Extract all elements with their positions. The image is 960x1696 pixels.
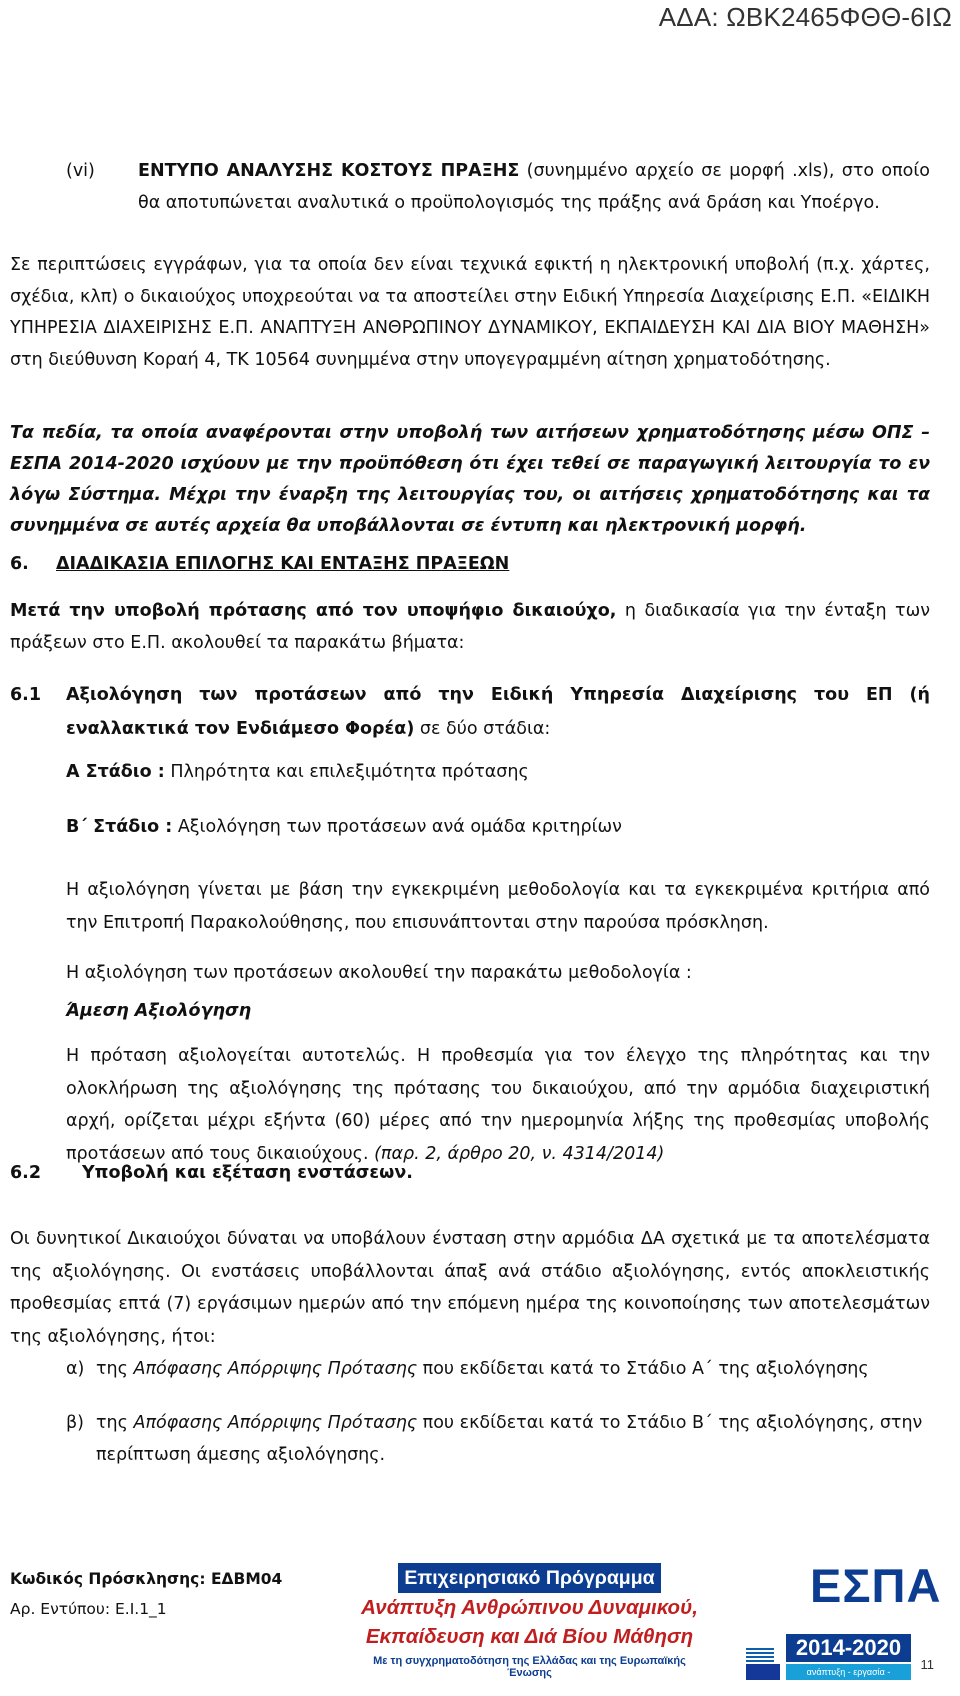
list-item-italic: Απόφασης Απόρριψης Πρότασης	[133, 1413, 418, 1433]
op-logo-line-2: Ανάπτυξη Ανθρώπινου Δυναμικού,	[361, 1596, 698, 1619]
section-6-2-number: 6.2	[10, 1163, 42, 1183]
direct-evaluation-reference: (παρ. 2, άρθρο 20, ν. 4314/2014)	[368, 1143, 665, 1164]
direct-evaluation-body: Η πρόταση αξιολογείται αυτοτελώς. Η προθεσμία για τον έλεγχο της πληρότητας και την ολοκλήρωση της αξιολόγησης της πρότασης του δικαιούχου, από την αρμόδια διαχειριστική αρχή, ορίζεται μέχρι εξήντα (60) μέρες από την ημερομηνία λήξης της προθεσμίας υποβολής προτάσεων από τους δικαιούχους.	[66, 1046, 930, 1164]
list-item-pre: της	[96, 1413, 134, 1433]
stage-b-text: Αξιολόγηση των προτάσεων ανά ομάδα κριτηρίων	[172, 817, 622, 837]
greek-flag-icon	[746, 1648, 774, 1662]
espa-slogan: ανάπτυξη - εργασία - αλληλεγγύη	[786, 1664, 911, 1680]
list-item-marker: α)	[66, 1359, 85, 1379]
section-6-2-heading	[10, 1163, 413, 1183]
section-6-title: ΔΙΑΔΙΚΑΣΙΑ ΕΠΙΛΟΓΗΣ ΚΑΙ ΕΝΤΑΞΗΣ ΠΡΑΞΕΩΝ	[56, 554, 510, 574]
section-6-number: 6.	[10, 554, 29, 574]
page-number: 11	[920, 1657, 934, 1672]
section-6-intro	[10, 596, 930, 659]
op-logo-line-3: Εκπαίδευση και Διά Βίου Μάθηση	[365, 1625, 694, 1648]
op-logo-line-1: Επιχειρησιακό Πρόγραμμα	[398, 1563, 660, 1593]
evaluation-paragraph: Η αξιολόγηση γίνεται με βάση την εγκεκριμένη μεθοδολογία και τα εγκεκριμένα κριτήρια από την Επιτροπή Παρακολούθησης, που επισυνάπτονται στην παρούσα πρόσκληση.	[66, 880, 930, 933]
item-vi	[66, 156, 930, 219]
section-6-1-number: 6.1	[10, 685, 42, 705]
list-item-text	[96, 1407, 930, 1471]
section-6-intro-bold: Μετά την υποβολή πρότασης από τον υποψήφιο δικαιούχο,	[10, 601, 617, 621]
stage-b-label: Β΄ Στάδιο :	[66, 817, 173, 837]
stage-a	[66, 762, 529, 782]
direct-evaluation-text	[66, 1040, 930, 1170]
list-item-post: που εκδίδεται κατά το Στάδιο Β΄ της αξιολόγησης, στην περίπτωση άμεσης αξιολόγησης.	[96, 1413, 923, 1465]
item-vi-label: (vi)	[66, 161, 95, 181]
espa-wordmark: ΕΣΠΑ	[810, 1559, 942, 1612]
item-vi-description: (συνημμένο αρχείο σε μορφή .xls), στο οποίο θα αποτυπώνεται αναλυτικά ο προϋπολογισμός της πράξης ανά δράση και Υποέργο.	[138, 161, 930, 213]
section-6-1-title	[66, 678, 930, 746]
objections-paragraph: Οι δυνητικοί Δικαιούχοι δύναται να υποβάλουν ένσταση στην αρμόδια ΔΑ σχετικά με τα αποτελέσματα της αξιολόγησης. Οι ενστάσεις υποβάλλονται άπαξ ανά στάδιο αξιολόγησης, εντός αποκλειστικής προθεσμίας επτά (7) εργάσιμων ημερών από την επόμενη ημέρα της κοινοποίησης των αποτελεσμάτων της αξιολόγησης, ήτοι:	[10, 1229, 930, 1347]
paragraph-documents: Σε περιπτώσεις εγγράφων, για τα οποία δεν είναι τεχνικά εφικτή η ηλεκτρονική υποβολή (π.χ. χάρτες, σχέδια, κλπ) ο δικαιούχος υποχρεούται να τα αποστείλει στην Ειδική Υπηρεσία Διαχείρισης Ε.Π. «ΕΙΔΙΚΗ ΥΠΗΡΕΣΙΑ ΔΙΑΧΕΙΡΙΣΗΣ Ε.Π. ΑΝΑΠΤΥΞΗ ΑΝΘΡΩΠΙΝΟΥ ΔΥΝΑΜΙΚΟΥ, ΕΚΠΑΙΔΕΥΣΗ ΚΑΙ ΔΙΑ ΒΙΟΥ ΜΑΘΗΣΗ» στη διεύθυνση Κοραή 4, ΤΚ 10564 συνημμένα στην υπογεγραμμένη αίτηση χρηματοδότησης.	[10, 255, 930, 370]
ada-code: ΑΔΑ: ΩΒΚ2465ΦΘΘ-6ΙΩ	[658, 2, 952, 32]
stage-a-label: Α Στάδιο :	[66, 762, 165, 782]
list-item-marker: β)	[66, 1413, 84, 1433]
item-vi-text	[138, 156, 930, 219]
list-item-pre: της	[96, 1359, 134, 1379]
eu-flag-icon	[746, 1664, 780, 1680]
item-vi-title: ΕΝΤΥΠΟ ΑΝΑΛΥΣΗΣ ΚΟΣΤΟΥΣ ΠΡΑΞΗΣ	[138, 161, 520, 181]
section-6-intro-rest: η διαδικασία για την ένταξη των πράξεων στο Ε.Π. ακολουθεί τα παρακάτω βήματα:	[10, 601, 930, 653]
footer-left	[10, 1564, 282, 1624]
section-6-1-title-bold: Αξιολόγηση των προτάσεων από την Ειδική Υπηρεσία Διαχείρισης του ΕΠ (ή εναλλακτικά τον Ενδιάμεσο Φορέα)	[66, 685, 930, 739]
section-6-1-title-rest: σε δύο στάδια:	[414, 719, 551, 739]
methodology-line: Η αξιολόγηση των προτάσεων ακολουθεί την παρακάτω μεθοδολογία :	[66, 963, 692, 983]
list-item-italic: Απόφασης Απόρριψης Πρότασης	[133, 1359, 418, 1379]
espa-years: 2014-2020	[786, 1634, 911, 1662]
call-code: Κωδικός Πρόσκλησης: ΕΔΒΜ04	[10, 1570, 283, 1588]
op-logo-line-4: Με τη συγχρηματοδότηση της Ελλάδας και της Ευρωπαϊκής Ένωσης	[373, 1655, 686, 1679]
section-6-1	[10, 678, 930, 746]
stage-a-text: Πληρότητα και επιλεξιμότητα πρότασης	[164, 762, 529, 782]
form-number: Αρ. Εντύπου: Ε.Ι.1_1	[10, 1600, 167, 1618]
direct-evaluation-title: Άμεση Αξιολόγηση	[66, 1001, 252, 1021]
list-item	[10, 1407, 930, 1471]
operational-programme-logo	[352, 1563, 707, 1679]
paragraph-ops-notice: Τα πεδία, τα οποία αναφέρονται στην υποβολή των αιτήσεων χρηματοδότησης μέσω ΟΠΣ – ΕΣΠΑ 2014-2020 ισχύουν με την προϋπόθεση ότι έχει τεθεί σε παραγωγική λειτουργία το εν λόγω Σύστημα. Μέχρι την έναρξη της λειτουργίας του, οι αιτήσεις χρηματοδότησης και τα συνημμένα σε αυτές αρχεία θα υποβάλλονται σε έντυπη και ηλεκτρονική μορφή.	[10, 423, 930, 536]
list-item-text	[96, 1353, 930, 1385]
list-item	[10, 1353, 930, 1385]
section-6-2-title: Υποβολή και εξέταση ενστάσεων.	[82, 1163, 413, 1183]
list-item-post: που εκδίδεται κατά το Στάδιο Α΄ της αξιολόγησης	[417, 1359, 869, 1379]
section-6-heading	[10, 554, 509, 574]
stage-b	[66, 817, 622, 837]
